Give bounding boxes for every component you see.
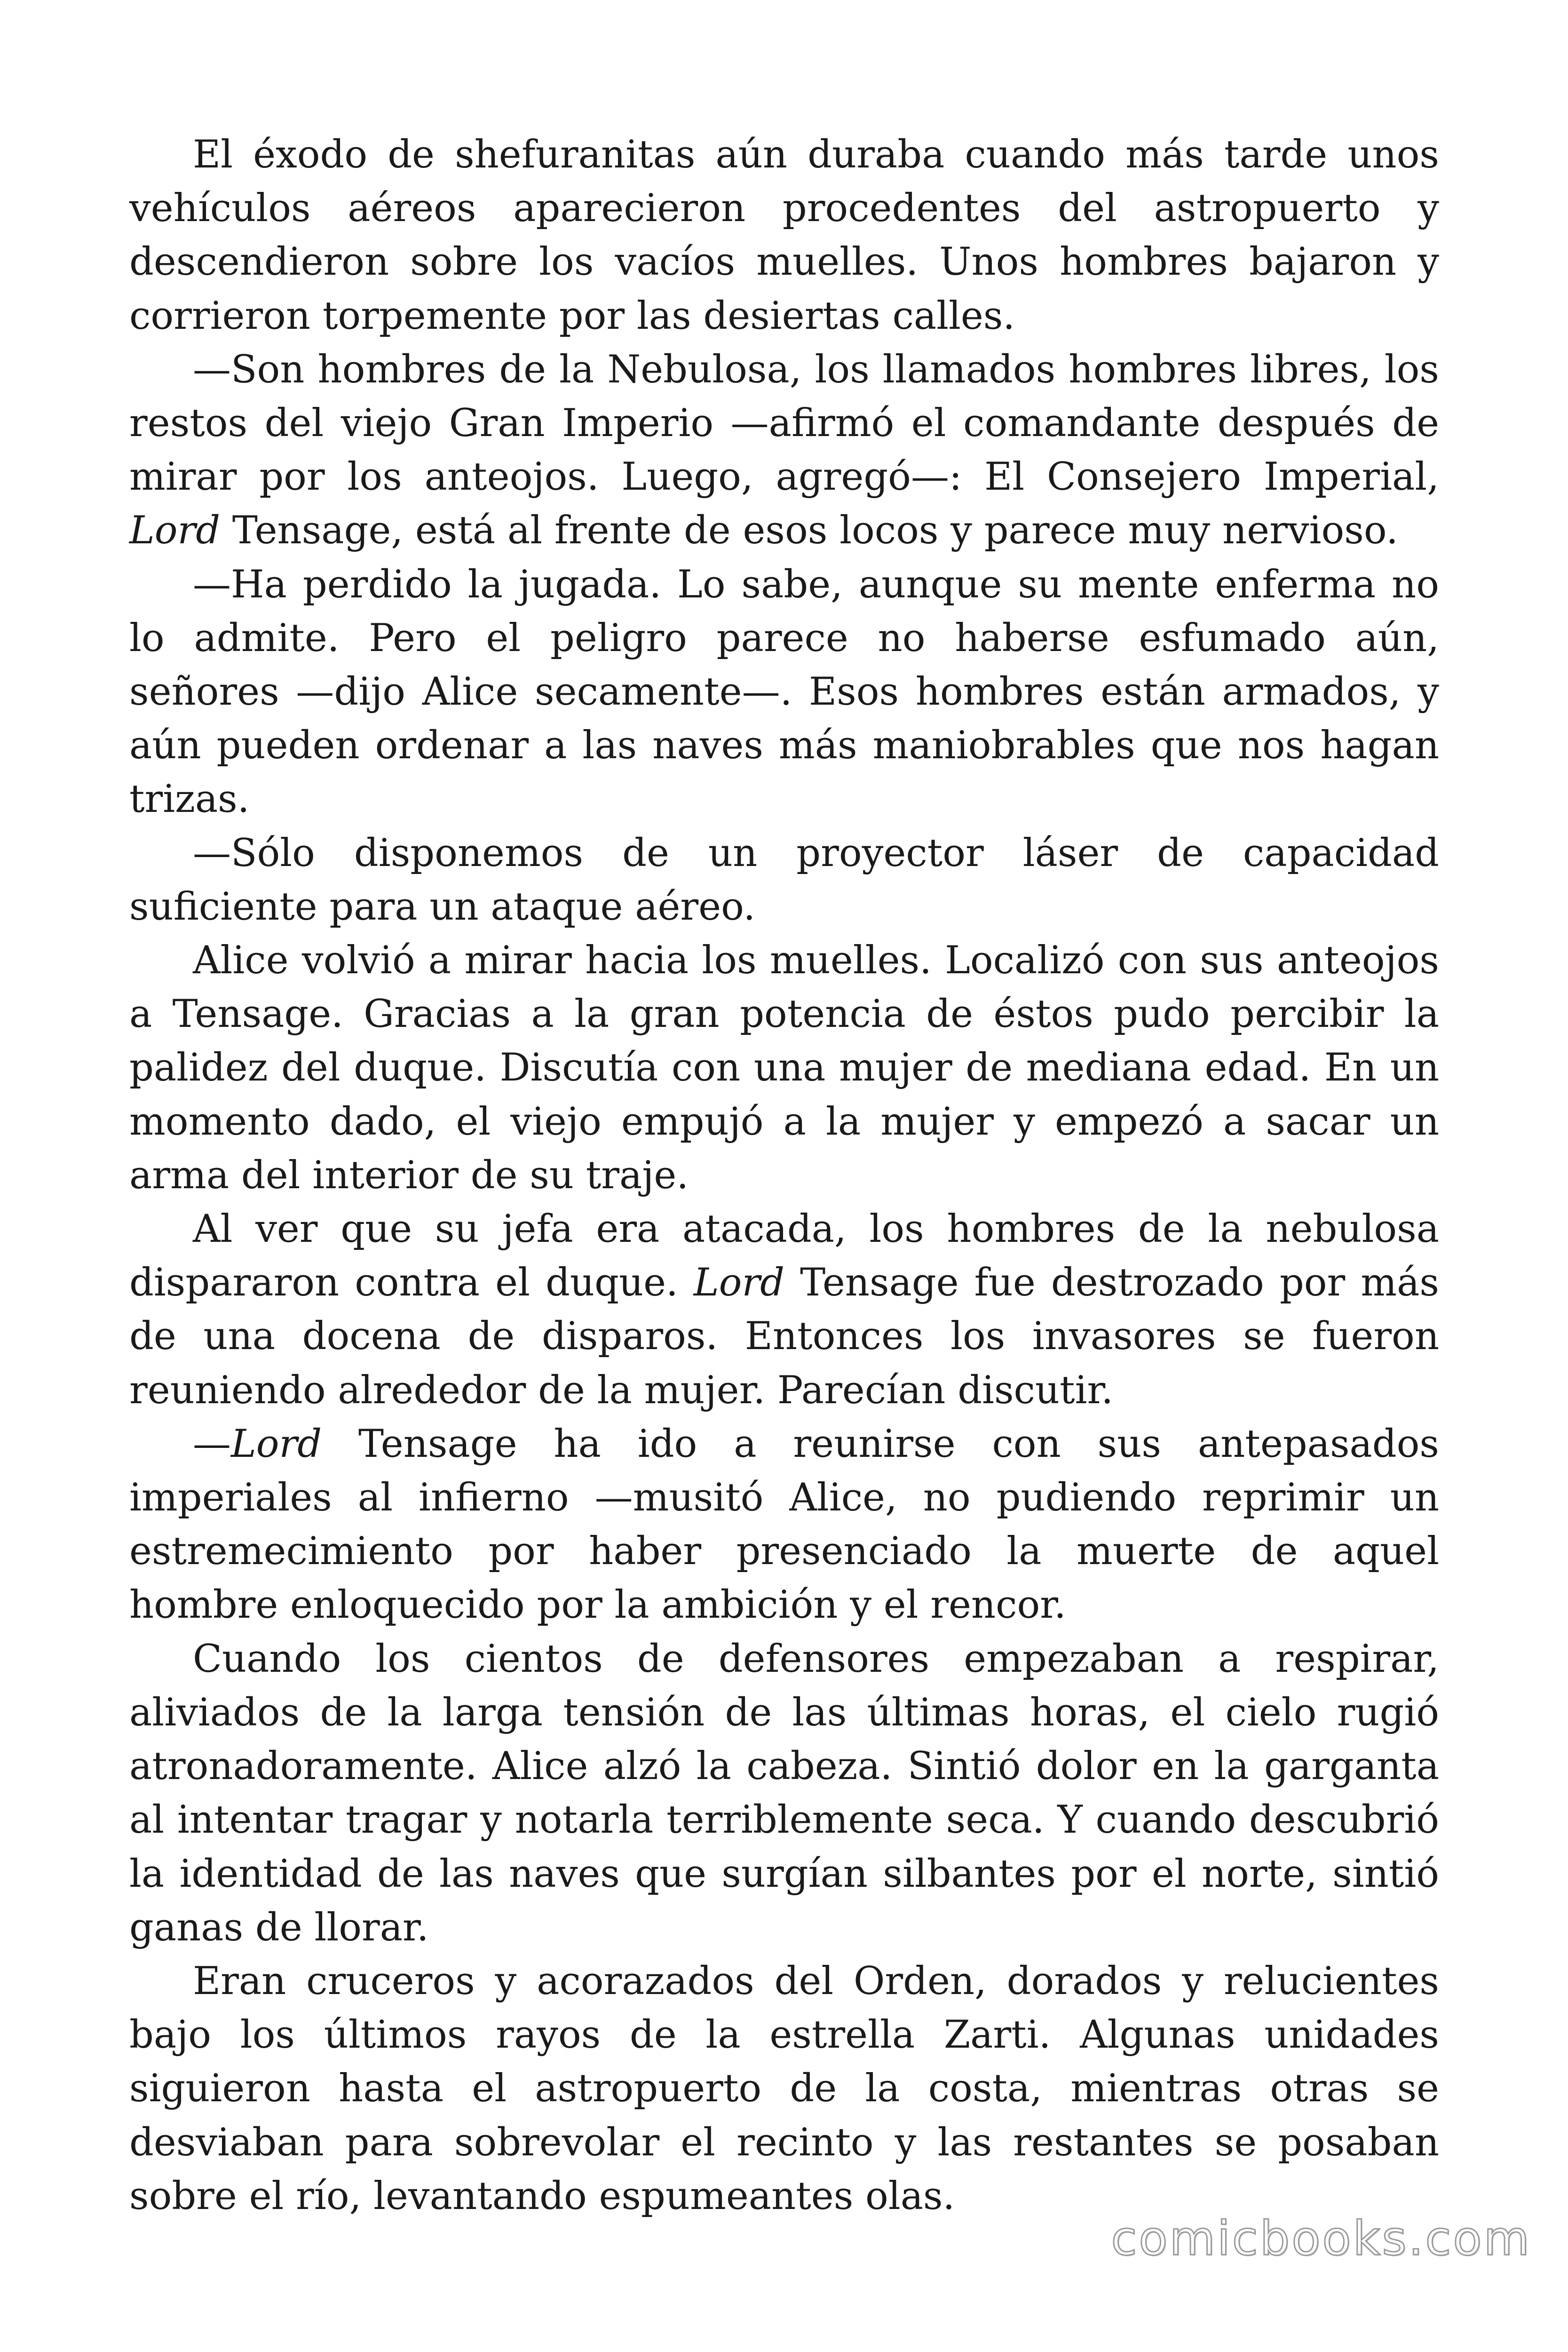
page-body bbox=[129, 128, 1439, 2223]
paragraph-1: El éxodo de shefuranitas aún duraba cuando más tarde unos vehículos aéreos aparecieron procedentes del astropuerto y descendieron sobre los vacíos muelles. Unos hombres bajaron y corrieron torpemente por las desiertas calles. bbox=[129, 133, 1439, 338]
paragraph-6-text-b: Tensage fue destrozado por más de una docena de disparos. Entonces los invasores se fueron reuniendo alrededor de la mujer. Parecían discutir. bbox=[129, 1261, 1439, 1413]
paragraph-6-italic: Lord bbox=[693, 1261, 785, 1305]
paragraph-4: —Sólo disponemos de un proyector láser de capacidad suficiente para un ataque aéreo. bbox=[129, 831, 1439, 929]
paragraph-3: —Ha perdido la jugada. Lo sabe, aunque su mente enferma no lo admite. Pero el peligro parece no haberse esfumado aún, señores —dijo Alice secamente—. Esos hombres están armados, y aún pueden ordenar a las naves más maniobrables que nos hagan trizas. bbox=[129, 562, 1439, 822]
paragraph-8: Cuando los cientos de defensores empezaban a respirar, aliviados de la larga tensión de las últimas horas, el cielo rugió atronadoramente. Alice alzó la cabeza. Sintió dolor en la garganta al intentar tragar y notarla terriblemente seca. Y cuando descubrió la identidad de las naves que surgían silbantes por el norte, sintió ganas de llorar. bbox=[129, 1637, 1439, 1950]
paragraph-2-text-a: —Son hombres de la Nebulosa, los llamados hombres libres, los restos del viejo Gran Imperio —afirmó el comandante después de mirar por los anteojos. Luego, agregó—: El Consejero Imperial, bbox=[129, 347, 1439, 500]
paragraph-6 bbox=[129, 1202, 1439, 1417]
paragraph-7 bbox=[129, 1417, 1439, 1632]
paragraph-7-text-a: — bbox=[193, 1422, 231, 1466]
paragraph-2-italic: Lord bbox=[129, 509, 221, 553]
paragraph-5: Alice volvió a mirar hacia los muelles. Localizó con sus anteojos a Tensage. Gracias a la gran potencia de éstos pudo percibir la palidez del duque. Discutía con una mujer de mediana edad. En un momento dado, el viejo empujó a la mujer y empezó a sacar un arma del interior de su traje. bbox=[129, 938, 1439, 1198]
paragraph-9: Eran cruceros y acorazados del Orden, dorados y relucientes bajo los últimos rayos de la estrella Zarti. Algunas unidades siguieron hasta el astropuerto de la costa, mientras otras se desviaban para sobrevolar el recinto y las restantes se posaban sobre el río, levantando espumeantes olas. bbox=[129, 1959, 1439, 2218]
paragraph-6-text-a: Al ver que su jefa era atacada, los hombres de la nebulosa dispararon contra el duque. bbox=[129, 1207, 1439, 1305]
paragraph-2-text-b: Tensage, está al frente de esos locos y parece muy nervioso. bbox=[220, 509, 1398, 553]
paragraph-2 bbox=[129, 343, 1439, 558]
paragraph-7-italic: Lord bbox=[231, 1422, 322, 1466]
paragraph-7-text-b: Tensage ha ido a reunirse con sus antepasados imperiales al infierno —musitó Alice, no pudiendo reprimir un estremecimiento por haber presenciado la muerte de aquel hombre enloquecido por la ambición y el rencor. bbox=[129, 1422, 1439, 1628]
watermark-logo: comicbooks.com bbox=[1111, 2211, 1531, 2266]
